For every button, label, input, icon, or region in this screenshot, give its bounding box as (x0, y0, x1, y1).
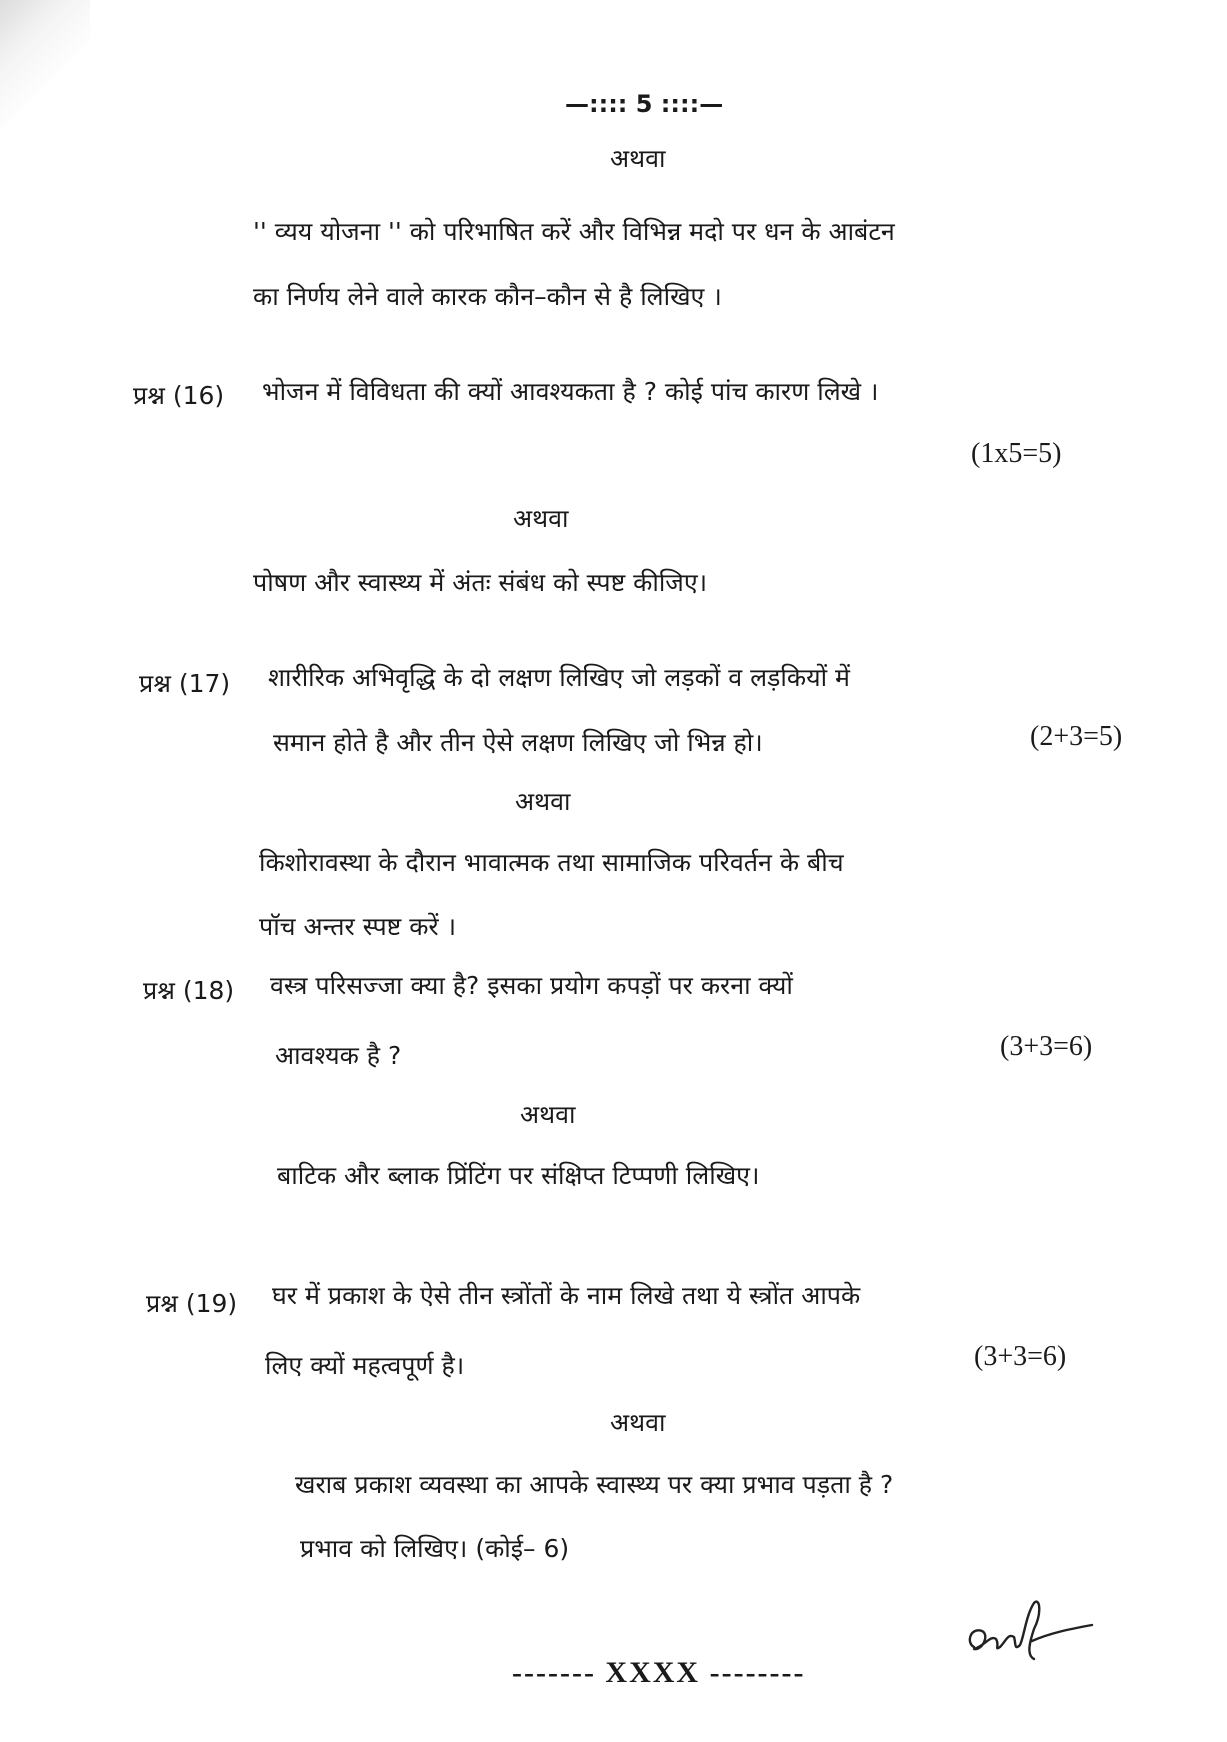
q18-line2: आवश्यक है ? (275, 1041, 402, 1070)
q17-line2: समान होते है और तीन ऐसे लक्षण लिखिए जो भिन्न हो। (273, 728, 763, 757)
q17-alt-line2: पॉच अन्तर स्पष्ट करें । (259, 912, 457, 941)
or-label: अथवा (513, 504, 569, 533)
page-number: —:::: 5 ::::— (565, 90, 724, 118)
q15-alt-line2: का निर्णय लेने वाले कारक कौन–कौन से है लिखिए । (253, 282, 722, 311)
q17-line1: शारीरिक अभिवृद्धि के दो लक्षण लिखिए जो लड़कों व लड़कियों में (268, 663, 850, 692)
q19-alt-line1: खराब प्रकाश व्यवस्था का आपके स्वास्थ्य पर क्या प्रभाव पड़ता है ? (295, 1470, 894, 1499)
or-label: अथवा (610, 144, 666, 173)
q17-marks: (2+3=5) (1030, 721, 1123, 752)
q19-line1: घर में प्रकाश के ऐसे तीन स्त्रोंतों के नाम लिखे तथा ये स्त्रोंत आपके (272, 1281, 861, 1310)
q16-alt-text: पोषण और स्वास्थ्य में अंतः संबंध को स्पष्ट कीजिए। (253, 568, 708, 597)
signature-mark (960, 1585, 1100, 1675)
q18-line1: वस्त्र परिसज्जा क्या है? इसका प्रयोग कपड़ों पर करना क्यों (270, 971, 793, 1000)
q16-marks: (1x5=5) (971, 438, 1062, 469)
q15-alt-line1: '' व्यय योजना '' को परिभाषित करें और विभिन्न मदो पर धन के आबंटन (253, 217, 895, 246)
q19-line2: लिए क्यों महत्वपूर्ण है। (265, 1351, 465, 1380)
or-label: अथवा (515, 787, 571, 816)
q16-prefix: प्रश्न (16) (133, 381, 225, 410)
or-label: अथवा (610, 1408, 666, 1437)
q17-alt-line1: किशोरावस्था के दौरान भावात्मक तथा सामाजिक परिवर्तन के बीच (259, 848, 844, 877)
q18-alt-text: बाटिक और ब्लाक प्रिंटिंग पर संक्षिप्त टिप्पणी लिखिए। (277, 1161, 760, 1190)
q16-text: भोजन में विविधता की क्यों आवश्यकता है ? कोई पांच कारण लिखे । (262, 377, 879, 406)
scan-fold-shadow (0, 0, 90, 140)
q18-prefix: प्रश्न (18) (143, 976, 235, 1005)
q18-marks: (3+3=6) (1000, 1031, 1093, 1062)
or-label: अथवा (520, 1100, 576, 1129)
q19-alt-line2: प्रभाव को लिखिए। (कोई– 6) (300, 1534, 570, 1563)
q19-prefix: प्रश्न (19) (146, 1289, 238, 1318)
q19-marks: (3+3=6) (974, 1341, 1067, 1372)
q17-prefix: प्रश्न (17) (139, 669, 231, 698)
end-of-paper-mark: ------- XXXX -------- (512, 1656, 806, 1689)
